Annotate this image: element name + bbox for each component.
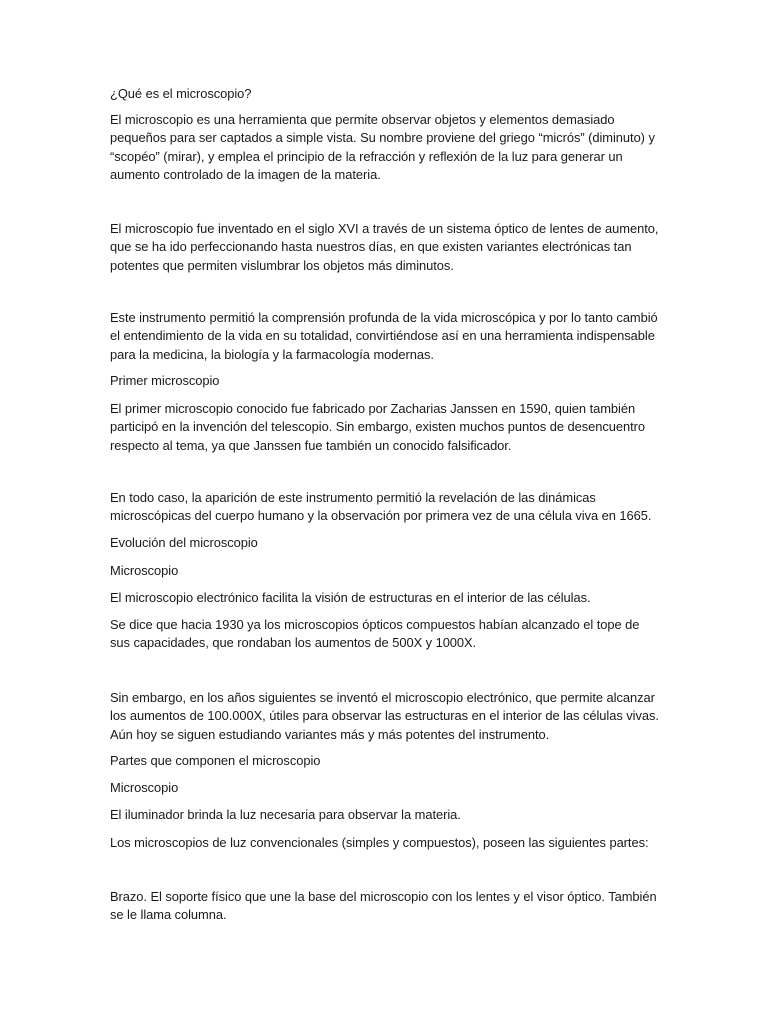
paragraph-brazo: Brazo. El soporte físico que une la base del microscopio con los lentes y el visor óptico. También se le llama columna. bbox=[110, 889, 657, 923]
heading-primer-microscopio: Primer microscopio bbox=[110, 373, 220, 388]
heading-partes: Partes que componen el microscopio bbox=[110, 753, 321, 768]
label-microscopio-1: Microscopio bbox=[110, 563, 179, 578]
paragraph-electron-microscope: Sin embargo, en los años siguientes se inventó el microscopio electrónico, que permite alcanzar los aumentos de 100.000X, útiles para observar las estructuras en el interior de las células vivas. Aún hoy se siguen estudiando variantes más y más potentes del instrumento. bbox=[110, 690, 659, 742]
paragraph-revelation: En todo caso, la aparición de este instrumento permitió la revelación de las dinámicas microscópicas del cuerpo humano y la observación por primera vez de una célula viva en 1665. bbox=[110, 490, 652, 524]
label-microscopio-2: Microscopio bbox=[110, 780, 179, 795]
heading-evolucion: Evolución del microscopio bbox=[110, 535, 258, 550]
paragraph-definition: El microscopio es una herramienta que permite observar objetos y elementos demasiado pequeños para ser captados a simple vista. Su nombre proviene del griego “micrós” (diminuto) y “scopéo” (mirar), y emplea el principio de la refracción y reflexión de la luz para generar un aumento controlado de la imagen de la materia. bbox=[110, 112, 655, 182]
paragraph-partes-intro: Los microscopios de luz convencionales (simples y compuestos), poseen las siguientes partes: bbox=[110, 835, 649, 850]
paragraph-invention: El microscopio fue inventado en el siglo XVI a través de un sistema óptico de lentes de aumento, que se ha ido perfeccionando hasta nuestros días, en que existen variantes electrónicas tan potentes que permiten vislumbrar los objetos más diminutos. bbox=[110, 221, 659, 273]
heading-que-es-microscopio: ¿Qué es el microscopio? bbox=[110, 86, 252, 101]
paragraph-instrument-impact: Este instrumento permitió la comprensión profunda de la vida microscópica y por lo tanto cambió el entendimiento de la vida en su totalidad, convirtiéndose así en una herramienta indispensable para la medicina, la biología y la farmacología modernas. bbox=[110, 310, 658, 362]
paragraph-janssen: El primer microscopio conocido fue fabricado por Zacharias Janssen en 1590, quien también participó en la invención del telescopio. Sin embargo, existen muchos puntos de desencuentro respecto al tema, ya que Janssen fue también un conocido falsificador. bbox=[110, 401, 645, 453]
paragraph-iluminador: El iluminador brinda la luz necesaria para observar la materia. bbox=[110, 807, 461, 822]
paragraph-1930: Se dice que hacia 1930 ya los microscopios ópticos compuestos habían alcanzado el tope de sus capacidades, que rondaban los aumentos de 500X y 1000X. bbox=[110, 617, 640, 651]
paragraph-electron-caption: El microscopio electrónico facilita la visión de estructuras en el interior de las células. bbox=[110, 590, 591, 605]
